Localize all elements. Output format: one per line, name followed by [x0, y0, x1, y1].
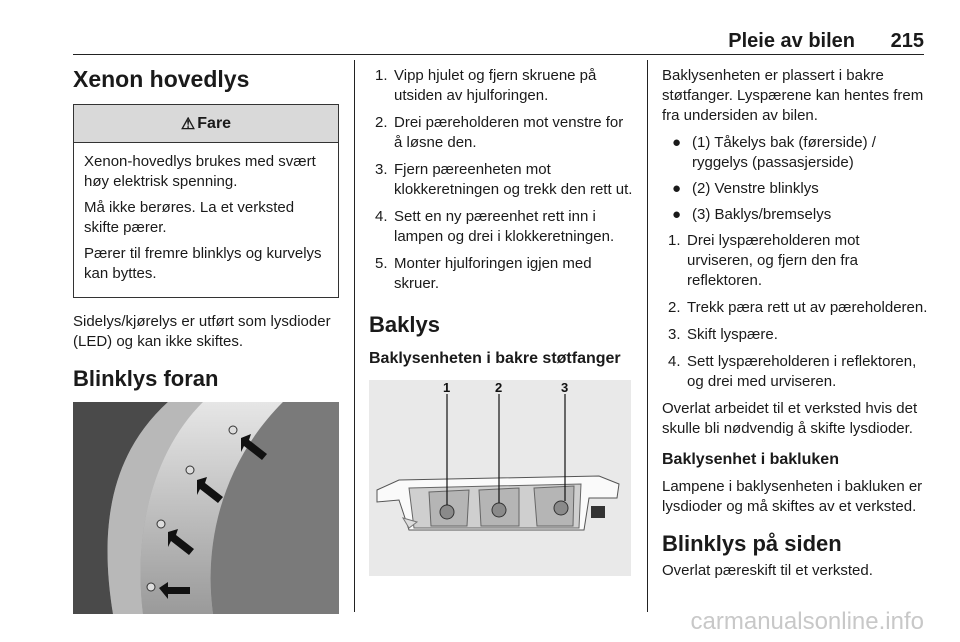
- warning-triangle-icon: ⚠: [180, 115, 196, 133]
- danger-body: [74, 143, 338, 297]
- header-rule: [73, 54, 924, 55]
- siden-text: Overlat pæreskift til et verksted.: [662, 562, 873, 579]
- callout-label-1: 1: [443, 380, 451, 395]
- list-item: ● (2) Venstre blinklys: [672, 180, 819, 197]
- heading-siden: Blinklys på siden: [662, 531, 842, 556]
- list-item: 2. Drei pæreholderen mot venstre for å løsne den.: [375, 114, 624, 151]
- list-item: 4. Sett lyspæreholderen i reflektoren, og drei med urviseren.: [668, 353, 917, 390]
- bakluken-text: Lampene i baklysenheten i bakluken er lysdioder og må skiftes av et verksted.: [662, 478, 923, 515]
- column-divider-1: [354, 60, 355, 612]
- replacement-steps: [369, 66, 633, 294]
- watermark: carmanualsonline.info: [690, 608, 924, 635]
- list-item: ● (1) Tåkelys bak (førerside) / ryggelys (passasjerside): [672, 134, 876, 171]
- bulb-steps: [662, 231, 928, 392]
- danger-box: [73, 104, 339, 298]
- callout-label-2: 2: [495, 380, 503, 395]
- list-item: 3. Fjern pæreenheten mot klokkeretningen og trekk den rett ut.: [375, 161, 633, 198]
- list-item: 1. Drei lyspæreholderen mot urviseren, og fjern den fra reflektoren.: [668, 232, 860, 289]
- heading-bakluken: Baklysenhet i bakluken: [662, 451, 839, 468]
- section-title: Pleie av bilen: [728, 30, 855, 52]
- page-header: [0, 26, 960, 54]
- list-item: 3. Skift lyspære.: [668, 326, 778, 343]
- heading-xenon: Xenon hovedlys: [73, 66, 250, 92]
- bullet-icon: ●: [672, 206, 682, 223]
- danger-text-3: Pærer til fremre blinklys og kurvelys kan byttes.: [84, 245, 322, 282]
- overlat-text: Overlat arbeidet til et verksted hvis det skulle bli nødvendig å skifte lysdioder.: [662, 400, 918, 437]
- callout-label-3: 3: [561, 380, 569, 395]
- heading-blinklys: Blinklys foran: [73, 366, 219, 391]
- column-divider-2: [647, 60, 648, 612]
- wheel-liner-figure: [73, 402, 339, 614]
- tail-light-illustration: [369, 380, 631, 576]
- column-3: [662, 60, 928, 581]
- bullet-icon: ●: [672, 134, 682, 151]
- column-2: [369, 60, 633, 576]
- list-item: 4. Sett en ny pæreenhet rett inn i lampen og drei i klokkeretningen.: [375, 208, 615, 245]
- list-item: 2. Trekk pæra rett ut av pæreholderen.: [668, 299, 928, 316]
- danger-title: Fare: [197, 114, 232, 132]
- light-types-list: [662, 133, 928, 225]
- danger-text-2: Må ikke berøres. La et verksted skifte pærer.: [84, 199, 295, 236]
- list-item: ● (3) Baklys/bremselys: [672, 206, 832, 223]
- danger-text-1: Xenon-hovedlys brukes med svært høy elektrisk spenning.: [84, 153, 316, 190]
- side-light-text: Sidelys/kjørelys er utført som lysdioder (LED) og kan ikke skiftes.: [73, 313, 331, 350]
- list-item: 1. Vipp hjulet og fjern skruene på utsiden av hjulforingen.: [375, 67, 597, 104]
- danger-header: [74, 105, 338, 143]
- heading-baklys: Baklys: [369, 312, 440, 337]
- column-1: [73, 60, 339, 614]
- bullet-icon: ●: [672, 180, 682, 197]
- page-number: 215: [890, 30, 924, 52]
- list-item: 5. Monter hjulforingen igjen med skruer.: [375, 255, 592, 292]
- tail-light-figure: [369, 380, 631, 576]
- intro-text: Baklysenheten er plassert i bakre støtfanger. Lyspærene kan hentes frem fra undersiden av bilen.: [662, 67, 924, 124]
- wheel-liner-illustration: [73, 402, 339, 614]
- heading-baklys-sub: Baklysenheten i bakre støtfanger: [369, 350, 621, 367]
